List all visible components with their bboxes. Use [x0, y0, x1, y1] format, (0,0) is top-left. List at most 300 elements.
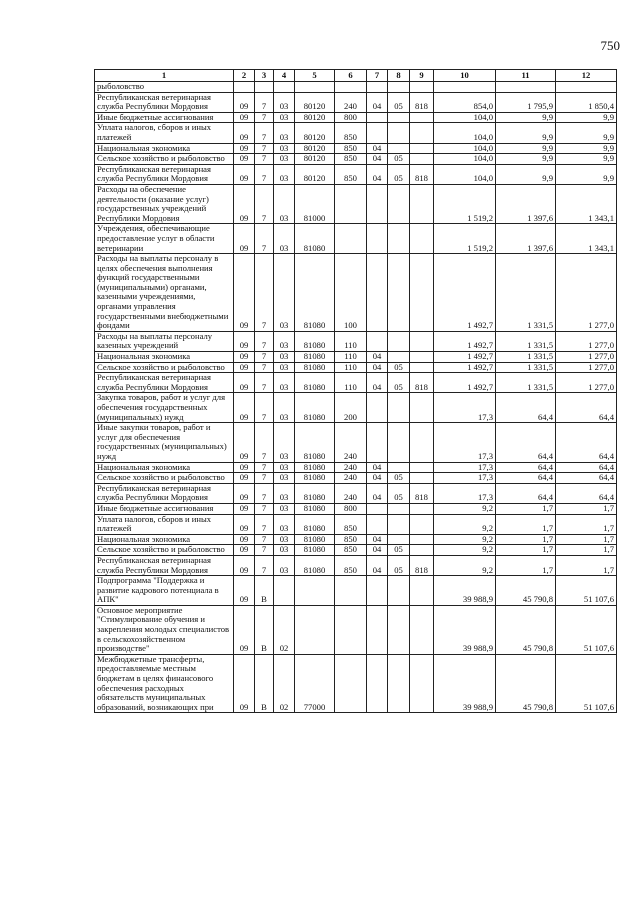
code-cell: 80120: [295, 154, 335, 165]
code-cell: 850: [335, 555, 367, 575]
code-cell: [295, 82, 335, 93]
code-cell: [410, 462, 434, 473]
amount-cell: 1,7: [556, 514, 617, 534]
code-cell: 850: [335, 154, 367, 165]
amount-cell: 1 331,5: [496, 331, 556, 351]
amount-cell: 1 492,7: [434, 331, 496, 351]
code-cell: 04: [367, 164, 388, 184]
amount-cell: 17,3: [434, 462, 496, 473]
row-name-cell: Уплата налогов, сборов и иных платежей: [95, 514, 234, 534]
code-cell: 03: [274, 123, 295, 143]
code-cell: 7: [255, 92, 274, 112]
amount-cell: 17,3: [434, 393, 496, 423]
code-cell: 7: [255, 254, 274, 332]
code-cell: 03: [274, 473, 295, 484]
amount-cell: 51 107,6: [556, 654, 617, 713]
code-cell: 7: [255, 555, 274, 575]
code-cell: [410, 362, 434, 373]
amount-cell: 64,4: [556, 423, 617, 462]
code-cell: 850: [335, 143, 367, 154]
table-row: [95, 503, 617, 514]
code-cell: 110: [335, 352, 367, 363]
table-row: [95, 534, 617, 545]
code-cell: [335, 184, 367, 223]
code-cell: 09: [234, 154, 255, 165]
code-cell: 04: [367, 555, 388, 575]
code-cell: 09: [234, 92, 255, 112]
code-cell: [410, 423, 434, 462]
row-name-cell: Национальная экономика: [95, 143, 234, 154]
amount-cell: 1 277,0: [556, 362, 617, 373]
amount-cell: 1 331,5: [496, 373, 556, 393]
code-cell: [335, 654, 367, 713]
col-header: 3: [255, 70, 274, 82]
code-cell: [410, 154, 434, 165]
code-cell: 04: [367, 373, 388, 393]
code-cell: [234, 82, 255, 93]
code-cell: 03: [274, 224, 295, 254]
code-cell: [410, 605, 434, 654]
code-cell: 240: [335, 462, 367, 473]
code-cell: 240: [335, 423, 367, 462]
table-row: [95, 143, 617, 154]
amount-cell: 17,3: [434, 473, 496, 484]
code-cell: 81080: [295, 331, 335, 351]
code-cell: 7: [255, 393, 274, 423]
code-cell: [388, 423, 410, 462]
amount-cell: 64,4: [556, 393, 617, 423]
code-cell: [388, 112, 410, 123]
col-header: 11: [496, 70, 556, 82]
code-cell: 09: [234, 373, 255, 393]
code-cell: [388, 462, 410, 473]
code-cell: [367, 112, 388, 123]
code-cell: [410, 503, 434, 514]
amount-cell: 9,2: [434, 545, 496, 556]
code-cell: [388, 654, 410, 713]
amount-cell: 1 331,5: [496, 362, 556, 373]
row-name-cell: Национальная экономика: [95, 534, 234, 545]
code-cell: [388, 534, 410, 545]
code-cell: 200: [335, 393, 367, 423]
table-row: [95, 555, 617, 575]
code-cell: 05: [388, 473, 410, 484]
amount-cell: 104,0: [434, 143, 496, 154]
code-cell: 818: [410, 373, 434, 393]
code-cell: 800: [335, 503, 367, 514]
code-cell: 09: [234, 473, 255, 484]
code-cell: 04: [367, 473, 388, 484]
code-cell: 818: [410, 555, 434, 575]
amount-cell: 1 331,5: [496, 254, 556, 332]
code-cell: 03: [274, 143, 295, 154]
code-cell: [295, 605, 335, 654]
table-row: [95, 92, 617, 112]
code-cell: 81080: [295, 545, 335, 556]
code-cell: [367, 123, 388, 143]
code-cell: 09: [234, 555, 255, 575]
amount-cell: 1 397,6: [496, 224, 556, 254]
amount-cell: 1 397,6: [496, 184, 556, 223]
amount-cell: 64,4: [496, 423, 556, 462]
code-cell: 04: [367, 92, 388, 112]
code-cell: [410, 112, 434, 123]
code-cell: 09: [234, 331, 255, 351]
code-cell: [410, 184, 434, 223]
code-cell: 7: [255, 352, 274, 363]
code-cell: 04: [367, 483, 388, 503]
amount-cell: 1 492,7: [434, 362, 496, 373]
code-cell: 7: [255, 483, 274, 503]
amount-cell: 1 519,2: [434, 224, 496, 254]
code-cell: [255, 82, 274, 93]
amount-cell: 104,0: [434, 112, 496, 123]
row-name-cell: Сельское хозяйство и рыболовство: [95, 545, 234, 556]
code-cell: [335, 82, 367, 93]
code-cell: 80120: [295, 112, 335, 123]
row-name-cell: Республиканская ветеринарная служба Республики Мордовия: [95, 555, 234, 575]
code-cell: 81080: [295, 393, 335, 423]
code-cell: 7: [255, 362, 274, 373]
code-cell: 05: [388, 164, 410, 184]
code-cell: [388, 224, 410, 254]
row-name-cell: Межбюджетные трансферты, предоставляемые местным бюджетам в целях финансового обеспечения расходных обязательств муниципальных образований, возникающих при: [95, 654, 234, 713]
code-cell: 80120: [295, 143, 335, 154]
code-cell: 81080: [295, 473, 335, 484]
code-cell: 04: [367, 462, 388, 473]
code-cell: 81080: [295, 514, 335, 534]
amount-cell: 1 519,2: [434, 184, 496, 223]
amount-cell: 9,9: [556, 143, 617, 154]
code-cell: 03: [274, 362, 295, 373]
amount-cell: 1,7: [556, 555, 617, 575]
code-cell: 09: [234, 112, 255, 123]
amount-cell: 1,7: [496, 514, 556, 534]
amount-cell: 39 988,9: [434, 654, 496, 713]
code-cell: 09: [234, 654, 255, 713]
code-cell: [410, 514, 434, 534]
code-cell: 03: [274, 545, 295, 556]
code-cell: [410, 331, 434, 351]
code-cell: 09: [234, 423, 255, 462]
row-name-cell: Республиканская ветеринарная служба Республики Мордовия: [95, 92, 234, 112]
code-cell: 03: [274, 373, 295, 393]
code-cell: 850: [335, 123, 367, 143]
code-cell: 09: [234, 483, 255, 503]
row-name-cell: Иные бюджетные ассигнования: [95, 503, 234, 514]
table-row: [95, 112, 617, 123]
table-row: [95, 393, 617, 423]
amount-cell: 1 492,7: [434, 254, 496, 332]
row-name-cell: Иные закупки товаров, работ и услуг для обеспечения государственных (муниципальных) нужд: [95, 423, 234, 462]
code-cell: 81080: [295, 254, 335, 332]
row-name-cell: Расходы на выплаты персоналу казенных учреждений: [95, 331, 234, 351]
code-cell: 05: [388, 92, 410, 112]
code-cell: 110: [335, 362, 367, 373]
amount-cell: 39 988,9: [434, 576, 496, 606]
code-cell: 03: [274, 514, 295, 534]
page-number: 750: [600, 38, 620, 53]
code-cell: 03: [274, 352, 295, 363]
row-name-cell: Расходы на обеспечение деятельности (оказание услуг) государственных учреждений Республики Мордовия: [95, 184, 234, 223]
amount-cell: 64,4: [496, 473, 556, 484]
amount-cell: 9,2: [434, 555, 496, 575]
amount-cell: 51 107,6: [556, 605, 617, 654]
amount-cell: 854,0: [434, 92, 496, 112]
code-cell: [410, 473, 434, 484]
code-cell: [295, 576, 335, 606]
code-cell: [410, 654, 434, 713]
code-cell: [410, 352, 434, 363]
budget-table: [94, 69, 617, 713]
table-row: [95, 483, 617, 503]
code-cell: 03: [274, 331, 295, 351]
col-header: 10: [434, 70, 496, 82]
code-cell: 09: [234, 352, 255, 363]
header-row: [95, 70, 617, 82]
code-cell: 04: [367, 352, 388, 363]
code-cell: 81080: [295, 423, 335, 462]
amount-cell: 104,0: [434, 123, 496, 143]
amount-cell: 1 795,9: [496, 92, 556, 112]
code-cell: 09: [234, 576, 255, 606]
code-cell: [335, 576, 367, 606]
row-name-cell: рыболовство: [95, 82, 234, 93]
table-row: [95, 331, 617, 351]
code-cell: [388, 393, 410, 423]
code-cell: [388, 123, 410, 143]
row-name-cell: Национальная экономика: [95, 352, 234, 363]
code-cell: 7: [255, 184, 274, 223]
col-header: 9: [410, 70, 434, 82]
code-cell: 09: [234, 123, 255, 143]
amount-cell: 1 343,1: [556, 184, 617, 223]
code-cell: 80120: [295, 123, 335, 143]
code-cell: В: [255, 654, 274, 713]
code-cell: 850: [335, 514, 367, 534]
col-header: 8: [388, 70, 410, 82]
code-cell: [410, 82, 434, 93]
code-cell: [367, 503, 388, 514]
code-cell: 7: [255, 373, 274, 393]
code-cell: 04: [367, 143, 388, 154]
code-cell: 05: [388, 555, 410, 575]
table-row: [95, 514, 617, 534]
code-cell: [367, 82, 388, 93]
amount-cell: 1 331,5: [496, 352, 556, 363]
code-cell: [410, 143, 434, 154]
code-cell: 7: [255, 462, 274, 473]
code-cell: 03: [274, 184, 295, 223]
code-cell: 03: [274, 112, 295, 123]
code-cell: 7: [255, 143, 274, 154]
code-cell: 850: [335, 164, 367, 184]
code-cell: 77000: [295, 654, 335, 713]
row-name-cell: Иные бюджетные ассигнования: [95, 112, 234, 123]
amount-cell: 104,0: [434, 154, 496, 165]
code-cell: 81080: [295, 462, 335, 473]
code-cell: [388, 254, 410, 332]
amount-cell: 9,9: [556, 154, 617, 165]
code-cell: [410, 224, 434, 254]
code-cell: [410, 123, 434, 143]
code-cell: 04: [367, 545, 388, 556]
code-cell: 03: [274, 393, 295, 423]
amount-cell: 64,4: [496, 483, 556, 503]
col-header: 7: [367, 70, 388, 82]
amount-cell: 17,3: [434, 483, 496, 503]
code-cell: [388, 503, 410, 514]
table-row: [95, 154, 617, 165]
code-cell: [388, 331, 410, 351]
code-cell: [335, 224, 367, 254]
code-cell: [367, 393, 388, 423]
amount-cell: 45 790,8: [496, 576, 556, 606]
col-header: 1: [95, 70, 234, 82]
code-cell: 81080: [295, 503, 335, 514]
table-row: [95, 605, 617, 654]
code-cell: 818: [410, 483, 434, 503]
code-cell: 110: [335, 373, 367, 393]
code-cell: 05: [388, 373, 410, 393]
code-cell: 09: [234, 143, 255, 154]
amount-cell: 1 277,0: [556, 331, 617, 351]
amount-cell: 39 988,9: [434, 605, 496, 654]
col-header: 2: [234, 70, 255, 82]
code-cell: 7: [255, 473, 274, 484]
table-row: [95, 362, 617, 373]
code-cell: [367, 514, 388, 534]
code-cell: [410, 393, 434, 423]
code-cell: 7: [255, 534, 274, 545]
code-cell: 800: [335, 112, 367, 123]
amount-cell: 45 790,8: [496, 654, 556, 713]
code-cell: 03: [274, 423, 295, 462]
code-cell: 03: [274, 503, 295, 514]
row-name-cell: Сельское хозяйство и рыболовство: [95, 473, 234, 484]
code-cell: 03: [274, 483, 295, 503]
code-cell: 7: [255, 112, 274, 123]
code-cell: [335, 605, 367, 654]
amount-cell: 9,9: [496, 143, 556, 154]
col-header: 5: [295, 70, 335, 82]
amount-cell: 1,7: [556, 534, 617, 545]
code-cell: В: [255, 605, 274, 654]
row-name-cell: Расходы на выплаты персоналу в целях обеспечения выполнения функций государственными (муниципальными) органами, казенными учреждениями, органами управления государственными внебюджетными фондами: [95, 254, 234, 332]
code-cell: 02: [274, 654, 295, 713]
amount-cell: 9,9: [496, 112, 556, 123]
code-cell: 05: [388, 483, 410, 503]
amount-cell: 1 492,7: [434, 352, 496, 363]
code-cell: 09: [234, 362, 255, 373]
amount-cell: 9,9: [496, 164, 556, 184]
row-name-cell: Сельское хозяйство и рыболовство: [95, 362, 234, 373]
code-cell: [410, 545, 434, 556]
code-cell: [410, 576, 434, 606]
amount-cell: 1 277,0: [556, 352, 617, 363]
amount-cell: 9,9: [496, 123, 556, 143]
code-cell: 81080: [295, 362, 335, 373]
col-header: 6: [335, 70, 367, 82]
amount-cell: 64,4: [556, 483, 617, 503]
code-cell: 110: [335, 331, 367, 351]
code-cell: 818: [410, 164, 434, 184]
code-cell: 81000: [295, 184, 335, 223]
code-cell: 03: [274, 555, 295, 575]
code-cell: 09: [234, 514, 255, 534]
code-cell: 09: [234, 224, 255, 254]
amount-cell: 1,7: [496, 555, 556, 575]
code-cell: 7: [255, 164, 274, 184]
code-cell: 240: [335, 483, 367, 503]
table-row: [95, 576, 617, 606]
table-row: [95, 123, 617, 143]
amount-cell: 17,3: [434, 423, 496, 462]
col-header: 4: [274, 70, 295, 82]
amount-cell: 9,2: [434, 514, 496, 534]
code-cell: 09: [234, 184, 255, 223]
table-row: [95, 545, 617, 556]
amount-cell: 1 492,7: [434, 373, 496, 393]
row-name-cell: Сельское хозяйство и рыболовство: [95, 154, 234, 165]
code-cell: 09: [234, 534, 255, 545]
table-row: [95, 184, 617, 223]
code-cell: 09: [234, 605, 255, 654]
amount-cell: 64,4: [556, 473, 617, 484]
code-cell: [274, 82, 295, 93]
amount-cell: 45 790,8: [496, 605, 556, 654]
code-cell: 03: [274, 92, 295, 112]
amount-cell: 64,4: [496, 462, 556, 473]
amount-cell: 1,7: [496, 503, 556, 514]
amount-cell: 1 277,0: [556, 373, 617, 393]
code-cell: 81080: [295, 483, 335, 503]
code-cell: 03: [274, 164, 295, 184]
code-cell: [388, 576, 410, 606]
row-name-cell: Республиканская ветеринарная служба Республики Мордовия: [95, 483, 234, 503]
code-cell: 7: [255, 331, 274, 351]
amount-cell: 64,4: [556, 462, 617, 473]
code-cell: 850: [335, 545, 367, 556]
col-header: 12: [556, 70, 617, 82]
code-cell: [367, 654, 388, 713]
code-cell: В: [255, 576, 274, 606]
amount-cell: 1,7: [556, 545, 617, 556]
code-cell: [274, 576, 295, 606]
amount-cell: 1 277,0: [556, 254, 617, 332]
code-cell: 850: [335, 534, 367, 545]
row-name-cell: Закупка товаров, работ и услуг для обеспечения государственных (муниципальных) нужд: [95, 393, 234, 423]
table-body: [95, 82, 617, 713]
table-row: [95, 164, 617, 184]
amount-cell: 104,0: [434, 164, 496, 184]
amount-cell: 1,7: [496, 545, 556, 556]
code-cell: 240: [335, 92, 367, 112]
code-cell: [367, 224, 388, 254]
amount-cell: 1 850,4: [556, 92, 617, 112]
code-cell: 80120: [295, 164, 335, 184]
table-row: [95, 423, 617, 462]
amount-cell: 9,9: [556, 123, 617, 143]
row-name-cell: Республиканская ветеринарная служба Республики Мордовия: [95, 373, 234, 393]
code-cell: 03: [274, 254, 295, 332]
amount-cell: [556, 82, 617, 93]
table-row: [95, 352, 617, 363]
code-cell: 100: [335, 254, 367, 332]
amount-cell: 9,2: [434, 503, 496, 514]
amount-cell: [496, 82, 556, 93]
code-cell: 09: [234, 462, 255, 473]
